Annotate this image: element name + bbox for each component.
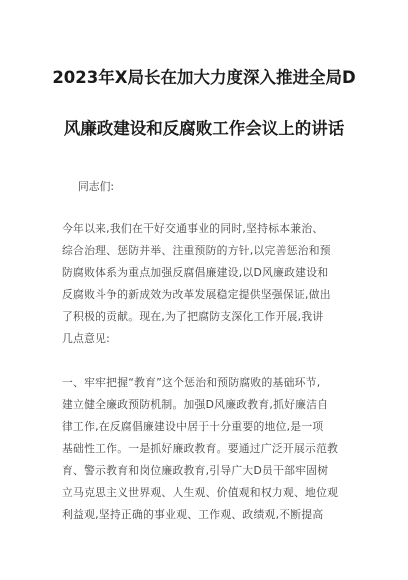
- document-title-line-1: 2023年X局长在加大力度深入推进全局D: [52, 68, 356, 87]
- paragraph-line: 几点意见:: [62, 332, 111, 345]
- document-title-line-2: 风廉政建设和反腐败工作会议上的讲话: [63, 119, 345, 138]
- paragraph-line: 基础性工作。一是抓好廉政教育。要通过广泛开展示范教: [62, 442, 339, 455]
- salutation: 同志们:: [78, 180, 115, 193]
- paragraph-line: 今年以来,我们在干好交通事业的同时,坚持标本兼治、: [62, 222, 324, 235]
- paragraph-line: 建立健全廉政预防机制。加强D风廉政教育,抓好廉洁自: [62, 398, 329, 411]
- paragraph-line: 防腐败体系为重点加强反腐倡廉建设,以D风廉政建设和: [62, 266, 329, 279]
- paragraph-line: 反腐败斗争的新成效为改革发展稳定提供坚强保证,做出: [62, 288, 331, 301]
- paragraph-line: 律工作,在反腐倡廉建设中居于十分重要的地位,是一项: [62, 420, 324, 433]
- paragraph-line: 一、牢牢把握“教育”这个惩治和预防腐败的基础环节,: [62, 376, 321, 389]
- paragraph-line: 立马克思主义世界观、人生观、价值观和权力观、地位观: [62, 486, 339, 499]
- paragraph-line: 利益观,坚持正确的事业观、工作观、政绩观,不断提高: [62, 508, 324, 521]
- paragraph-line: 了积极的贡献。现在,为了把腐防支深化工作开展,我讲: [62, 310, 324, 323]
- paragraph-line: 综合治理、惩防并举、注重预防的方针,以完善惩治和预: [62, 244, 331, 257]
- paragraph-line: 育、警示教育和岗位廉政教育,引导广大D员干部牢固树: [62, 464, 329, 477]
